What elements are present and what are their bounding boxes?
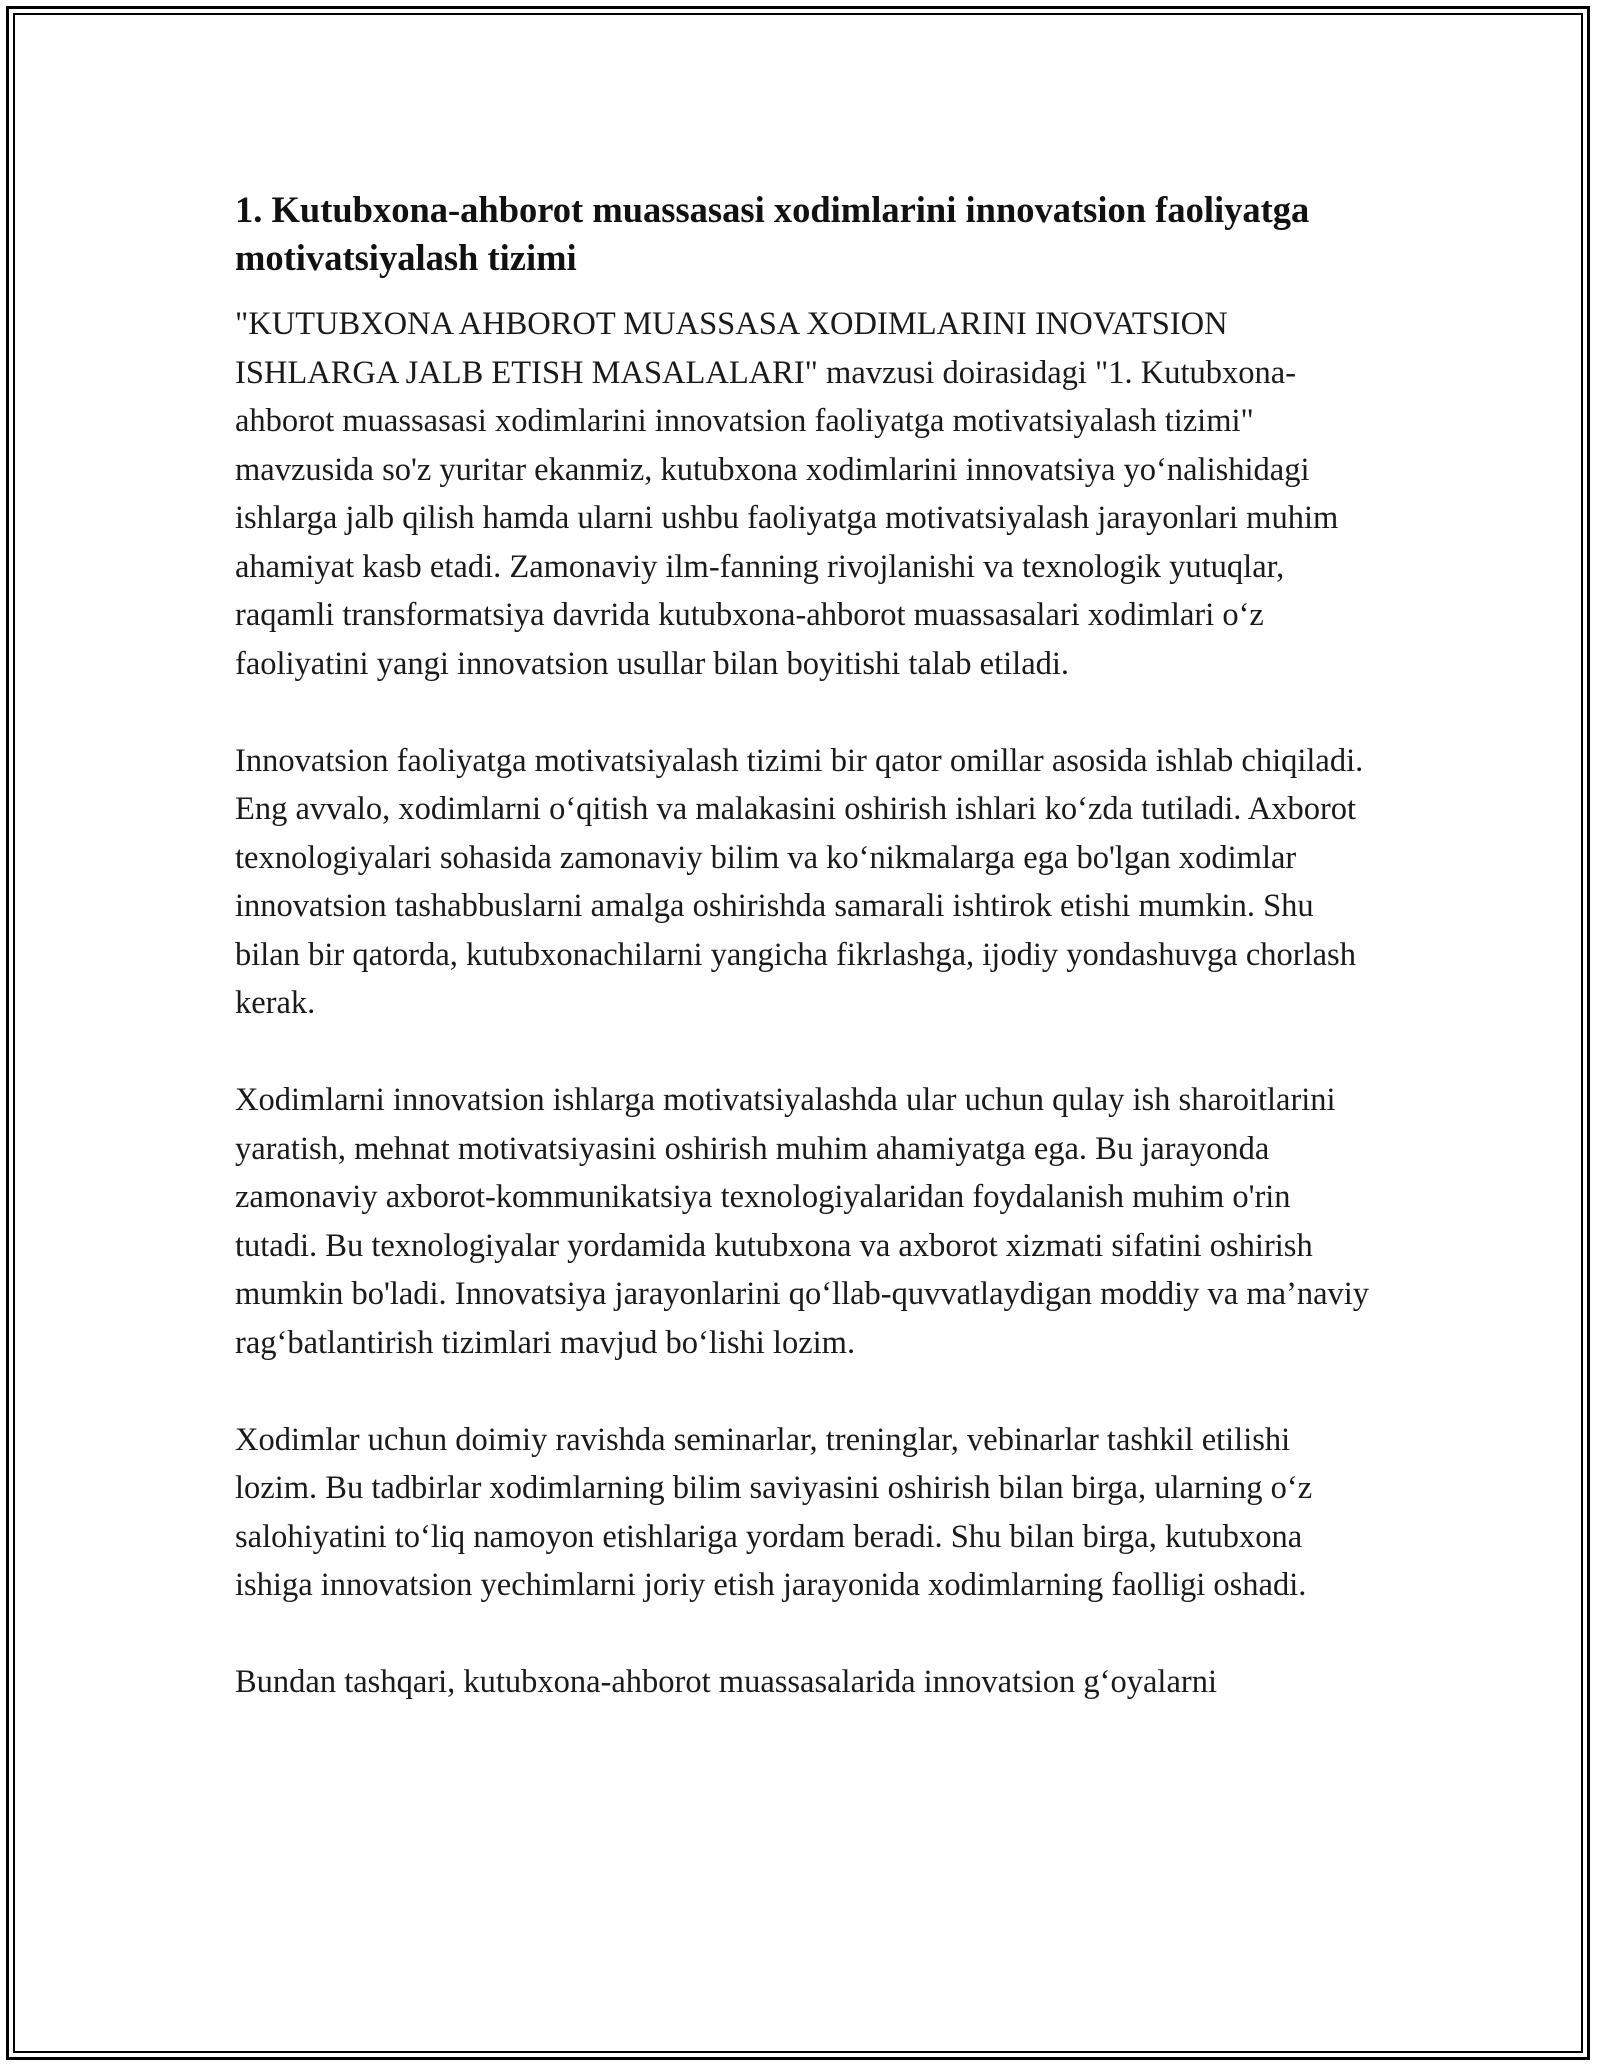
paragraph-intro: "KUTUBXONA AHBOROT MUASSASA XODIMLARINI INOVATSION ISHLARGA JALB ETISH MASALALARI" mavzusi doirasidagi "1. Kutubxona-ahborot muassasasi xodimlarini innovatsion faoliyatga motivatsiyalash tizimi" mavzusida so'z yuritar ekanmiz, kutubxona xodimlarini innovatsiya yo‘nalishidagi ishlarga jalb qilish hamda ularni ushbu faoliyatga motivatsiyalash jarayonlari muhim ahamiyat kasb etadi. Zamonaviy ilm-fanning rivojlanishi va texnologik yutuqlar, raqamli transformatsiya davrida kutubxona-ahborot muassasalari xodimlari o‘z faoliyatini yangi innovatsion usullar bilan boyitishi talab etiladi. bbox=[235, 306, 1339, 682]
paragraph-seminars: Xodimlar uchun doimiy ravishda seminarlar, treninglar, vebinarlar tashkil etilishi lozim. Bu tadbirlar xodimlarning bilim saviyasini oshirish bilan birga, ularning o‘z salohiyatini to‘liq namoyon etishlariga yordam beradi. Shu bilan birga, kutubxona ishiga innovatsion yechimlarni joriy etish jarayonida xodimlarning faolligi oshadi. bbox=[235, 1421, 1313, 1603]
section-heading: 1. Kutubxona-ahborot muassasasi xodimlarini innovatsion faoliyatga motivatsiyalash tizimi bbox=[235, 189, 1310, 278]
document-body bbox=[235, 186, 1370, 1755]
paragraph-continuation: Bundan tashqari, kutubxona-ahborot muassasalarida innovatsion g‘oyalarni bbox=[235, 1664, 1217, 1700]
paragraph-motivation-system: Innovatsion faoliyatga motivatsiyalash tizimi bir qator omillar asosida ishlab chiqiladi. Eng avvalo, xodimlarni o‘qitish va malakasini oshirish ishlari ko‘zda tutiladi. Axborot texnologiyalari sohasida zamonaviy bilim va ko‘nikmalarga ega bo'lgan xodimlar innovatsion tashabbuslarni amalga oshirishda samarali ishtirok etishi mumkin. Shu bilan bir qatorda, kutubxonachilarni yangicha fikrlashga, ijodiy yondashuvga chorlash kerak. bbox=[235, 742, 1364, 1021]
paragraph-work-conditions: Xodimlarni innovatsion ishlarga motivatsiyalashda ular uchun qulay ish sharoitlarini yaratish, mehnat motivatsiyasini oshirish muhim ahamiyatga ega. Bu jarayonda zamonaviy axborot-kommunikatsiya texnologiyalaridan foydalanish muhim o'rin tutadi. Bu texnologiyalar yordamida kutubxona va axborot xizmati sifatini oshirish mumkin bo'ladi. Innovatsiya jarayonlarini qo‘llab-quvvatlaydigan moddiy va ma’naviy rag‘batlantirish tizimlari mavjud bo‘lishi lozim. bbox=[235, 1082, 1370, 1361]
